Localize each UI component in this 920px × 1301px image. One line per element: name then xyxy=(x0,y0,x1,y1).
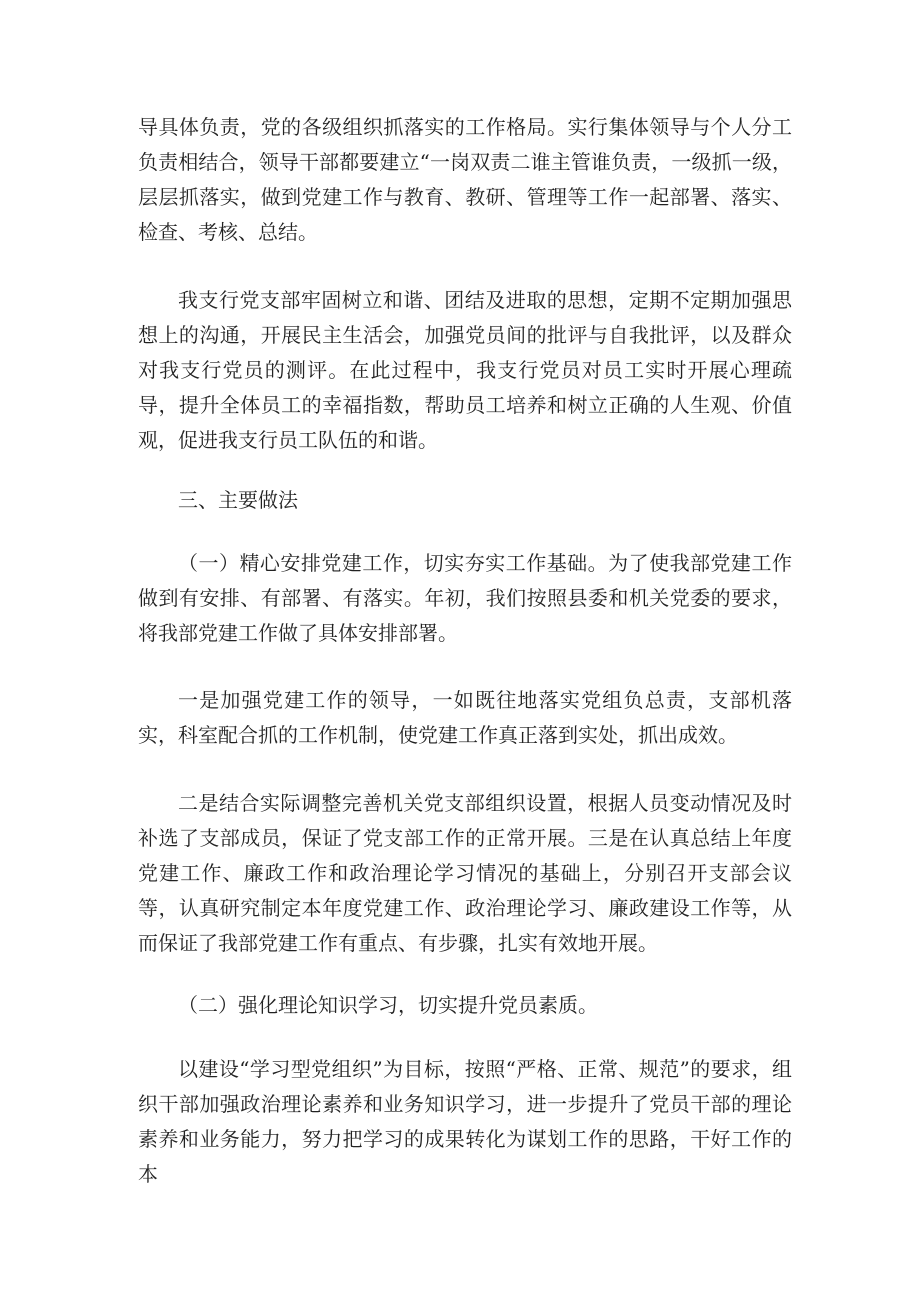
paragraph-strengthen-leadership: 一是加强党建工作的领导，一如既往地落实党组负总责，支部机落实，科室配合抓的工作机制，使党建工作真正落到实处，抓出成效。 xyxy=(138,688,792,747)
section-heading-main-practices: 三、主要做法 xyxy=(178,488,298,512)
paragraph-adjust-organization: 二是结合实际调整完善机关党支部组织设置，根据人员变动情况及时补选了支部成员，保证了党支部工作的正常开展。三是在认真总结上年度党建工作、廉政工作和政治理论学习情况的基础上，分别召开支部会议等，认真研究制定本年度党建工作、政治理论学习、廉政建设工作等，从而保证了我部党建工作有重点、有步骤，扎实有效地开展。 xyxy=(138,791,792,955)
subheading-theory-study: （二）强化理论知识学习，切实提升党员素质。 xyxy=(178,993,598,1017)
paragraph-work-structure: 导具体负责，党的各级组织抓落实的工作格局。实行集体领导与个人分工负责相结合，领导干部都要建立“一岗双责二谁主管谁负责，一级抓一级，层层抓落实，做到党建工作与教育、教研、管理等工作一起部署、落实、检查、考核、总结。 xyxy=(138,115,792,244)
paragraph-learning-organization: 以建设“学习型党组织”为目标，按照“严格、正常、规范”的要求，组织干部加强政治理论素养和业务知识学习，进一步提升了党员干部的理论素养和业务能力，努力把学习的成果转化为谋划工作的思路，干好工作的本 xyxy=(138,1057,792,1186)
paragraph-arrange-party-work: （一）精心安排党建工作，切实夯实工作基础。为了使我部党建工作做到有安排、有部署、有落实。年初，我们按照县委和机关党委的要求，将我部党建工作做了具体安排部署。 xyxy=(138,551,792,645)
paragraph-harmony: 我支行党支部牢固树立和谐、团结及进取的思想，定期不定期加强思想上的沟通，开展民主生活会，加强党员间的批评与自我批评，以及群众对我支行党员的测评。在此过程中，我支行党员对员工实时开展心理疏导，提升全体员工的幸福指数，帮助员工培养和树立正确的人生观、价值观，促进我支行员工队伍的和谐。 xyxy=(138,288,792,452)
